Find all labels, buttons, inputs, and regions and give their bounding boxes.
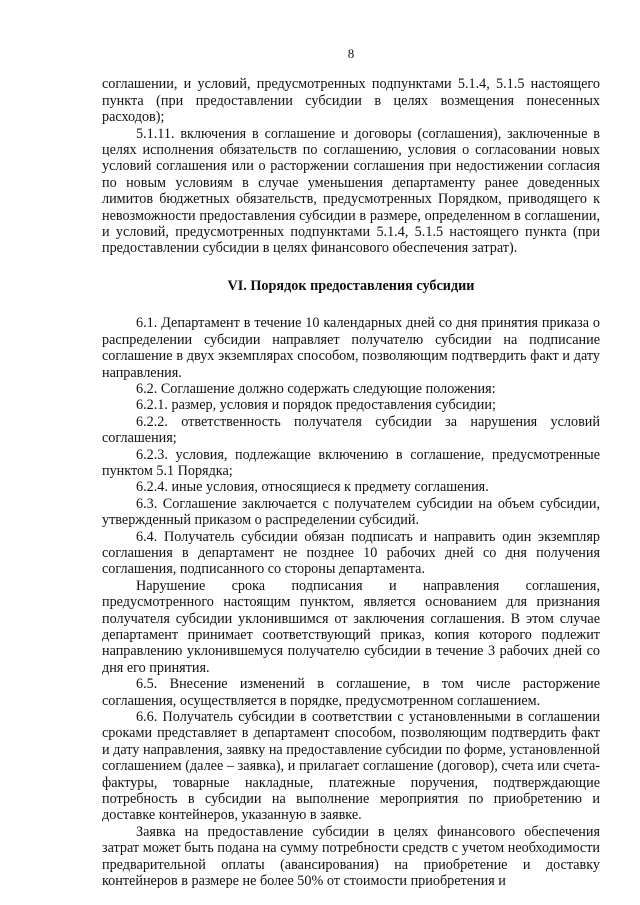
paragraph-6-4: 6.4. Получатель субсидии обязан подписать и направить один экземпляр соглашения в департамент не позднее 10 рабочих дней со дня получения соглашения, подписанного со стороны департамента. — [102, 528, 600, 578]
paragraph-6-2-2: 6.2.2. ответственность получателя субсидии за нарушения условий соглашения; — [102, 413, 600, 447]
section-title: VI. Порядок предоставления субсидии — [227, 277, 475, 294]
paragraph-6-2-4: 6.2.4. иные условия, относящиеся к предмету соглашения. — [136, 479, 489, 496]
paragraph-6-5: 6.5. Внесение изменений в соглашение, в том числе расторжение соглашения, осуществляется в порядке, предусмотренном соглашением. — [102, 676, 600, 709]
paragraph-6-1: 6.1. Департамент в течение 10 календарных дней со дня принятия приказа о распределении субсидии направляет получателю субсидии на подписание соглашение в двух экземплярах способом, позволяющим подтвердить факт и дату направления. — [102, 315, 600, 381]
page-number: 8 — [347, 46, 355, 61]
paragraph-5-1-11: 5.1.11. включения в соглашение и договоры (соглашения), заключенные в целях исполнения обязательств по соглашению, условия о согласовании новых условий соглашения или о расторжении соглашения при недостижении согласия по новым условиям в случае уменьшения департаменту ранее доведенных лимитов бюджетных обязательств, предусмотренных Порядком, приводящего к невозможности предоставления субсидии в размере, определенном в соглашении, и условий, предусмотренных подпунктами 5.1.4, 5.1.5 настоящего пункта (при предоставлении субсидии в целях финансового обеспечения затрат). — [102, 125, 600, 257]
paragraph-continuation: соглашении, и условий, предусмотренных подпунктами 5.1.4, 5.1.5 настоящего пункта (при предоставлении субсидии в целях возмещения понесенных расходов); — [102, 76, 600, 126]
paragraph-6-6: 6.6. Получатель субсидии в соответствии с установленными в соглашении сроками представляет в департамент способом, позволяющим подтвердить факт и дату направления, заявку на предоставление субсидии по форме, установленной соглашением (далее – заявка), и прилагает соглашение (договор), счета или счета-фактуры, товарные накладные, платежные поручения, подтверждающие потребность в субсидии на выполнение мероприятия по приобретению и доставке контейнеров, указанную в заявке. — [102, 709, 600, 824]
paragraph-6-2-3: 6.2.3. условия, подлежащие включению в соглашение, предусмотренные пунктом 5.1 Порядка; — [102, 446, 600, 479]
paragraph-6-2: 6.2. Соглашение должно содержать следующие положения: — [136, 380, 496, 397]
paragraph-6-3: 6.3. Соглашение заключается с получателем субсидии на объем субсидии, утвержденный приказом о распределении субсидий. — [102, 495, 600, 529]
paragraph-6-6-application: Заявка на предоставление субсидии в целях финансового обеспечения затрат может быть подана на сумму потребности средств с учетом необходимости предварительной оплаты (авансирования) на приобретение и доставку контейнеров в размере не более 50% от стоимости приобретения и — [102, 823, 600, 890]
paragraph-6-2-1: 6.2.1. размер, условия и порядок предоставления субсидии; — [136, 397, 496, 414]
paragraph-6-4-violation: Нарушение срока подписания и направления соглашения, предусмотренного настоящим пунктом, является основанием для признания получателя субсидии уклонившимся от заключения соглашения. В этом случае департамент принимает соответствующий приказ, копия которого подлежит направлению уклонившемуся получателю субсидии в течение 3 рабочих дней со дня его принятия. — [102, 577, 600, 676]
